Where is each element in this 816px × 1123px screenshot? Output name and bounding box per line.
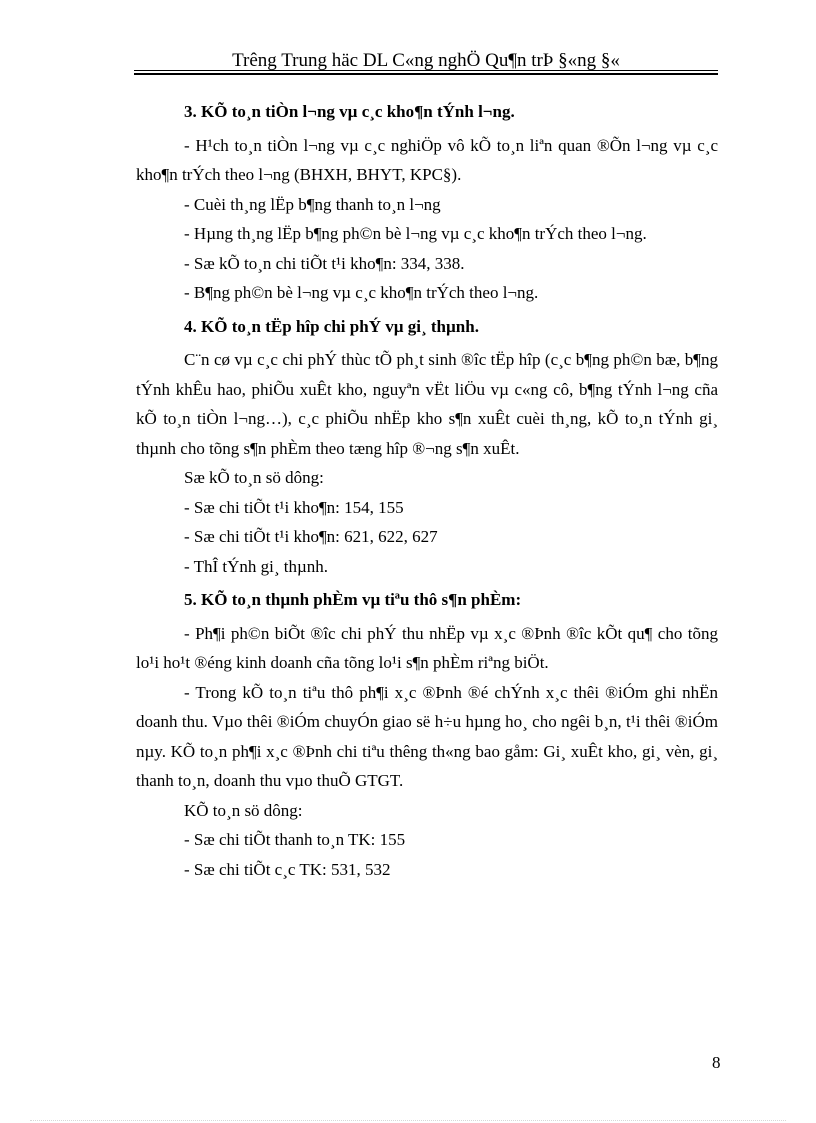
section-4-heading: 4. KÕ to¸n tËp hîp chi phÝ vµ gi¸ thµnh. [184, 316, 479, 336]
section-3-line-2: - Cuèi th¸ng lËp b¶ng thanh to¸n l¬ng [184, 194, 441, 214]
section-3-line-4: - Sæ kÕ to¸n chi tiÕt t¹i kho¶n: 334, 338. [184, 253, 465, 273]
page-header: Trêng Trung häc DL C«ng nghÖ Qu¶n trÞ §«ng §« [232, 50, 620, 71]
section-4-line-2: - Sæ chi tiÕt t¹i kho¶n: 621, 622, 627 [184, 527, 438, 546]
section-5-paragraph-1: - Ph¶i ph©n biÕt ®îc chi phÝ thu nhËp vµ x¸c ®Þnh ®îc kÕt qu¶ cho tõng lo¹i ho¹t ®éng kinh doanh cña tõng lo¹i s¶n phÈm riªng biÖt. [136, 623, 718, 672]
document-body [136, 97, 718, 884]
section-5-line-2: - Sæ chi tiÕt c¸c TK: 531, 532 [184, 859, 391, 879]
section-5-line-1: - Sæ chi tiÕt thanh to¸n TK: 155 [184, 830, 406, 849]
section-4-subheading: Sæ kÕ to¸n sö dông: [184, 468, 324, 487]
footer-divider [30, 1120, 786, 1121]
section-3-heading: 3. KÕ to¸n tiÒn l¬ng vµ c¸c kho¶n tÝnh l¬ng. [184, 102, 515, 121]
section-4-line-3: - ThÎ tÝnh gi¸ thµnh. [184, 556, 329, 576]
section-3-line-1: - H¹ch to¸n tiÒn l¬ng vµ c¸c nghiÖp vô kÕ to¸n liªn quan ®Õn l¬ng vµ c¸c kho¶n trÝch theo l¬ng (BHXH, BHYT, KPC§). [136, 135, 718, 184]
section-5-subheading: KÕ to¸n sö dông: [184, 800, 303, 820]
header-rule-thick [134, 73, 718, 75]
section-3-line-3: - Hµng th¸ng lËp b¶ng ph©n bè l¬ng vµ c¸c kho¶n trÝch theo l¬ng. [184, 224, 647, 243]
header-rule-thin [134, 70, 718, 71]
section-5-heading: 5. KÕ to¸n thµnh phÈm vµ tiªu thô s¶n phÈm: [184, 590, 522, 609]
section-5-paragraph-2: - Trong kÕ to¸n tiªu thô ph¶i x¸c ®Þnh ®é chÝnh x¸c thêi ®iÓm ghi nhËn doanh thu. Vµo thêi ®iÓm chuyÓn giao së h÷u hµng ho¸ cho ngêi b¸n, t¹i thêi ®iÓm nµy. KÕ to¸n ph¶i x¸c ®Þnh chi tiªu thêng th«ng bao gåm: Gi¸ xuÊt kho, gi¸ vèn, gi¸ thanh to¸n, doanh thu vµo thuÕ GTGT. [136, 682, 718, 790]
section-3-line-5: - B¶ng ph©n bè l¬ng vµ c¸c kho¶n trÝch theo l¬ng. [184, 283, 539, 302]
section-4-paragraph: C¨n cø vµ c¸c chi phÝ thùc tÕ ph¸t sinh ®îc tËp hîp (c¸c b¶ng ph©n bæ, b¶ng tÝnh khÊu hao, phiÕu xuÊt kho, nguyªn vËt liÖu vµ c«ng cô, b¶ng tÝnh l¬ng cña kÕ to¸n tiÒn l¬ng…), c¸c phiÕu nhËp kho s¶n xuÊt cuèi th¸ng, kÕ to¸n tÝnh gi¸ thµnh cho tõng s¶n phÈm theo tæng hîp ®¬ng s¶n xuÊt. [136, 350, 718, 458]
section-4-line-1: - Sæ chi tiÕt t¹i kho¶n: 154, 155 [184, 497, 404, 517]
page-number: 8 [712, 1053, 721, 1072]
